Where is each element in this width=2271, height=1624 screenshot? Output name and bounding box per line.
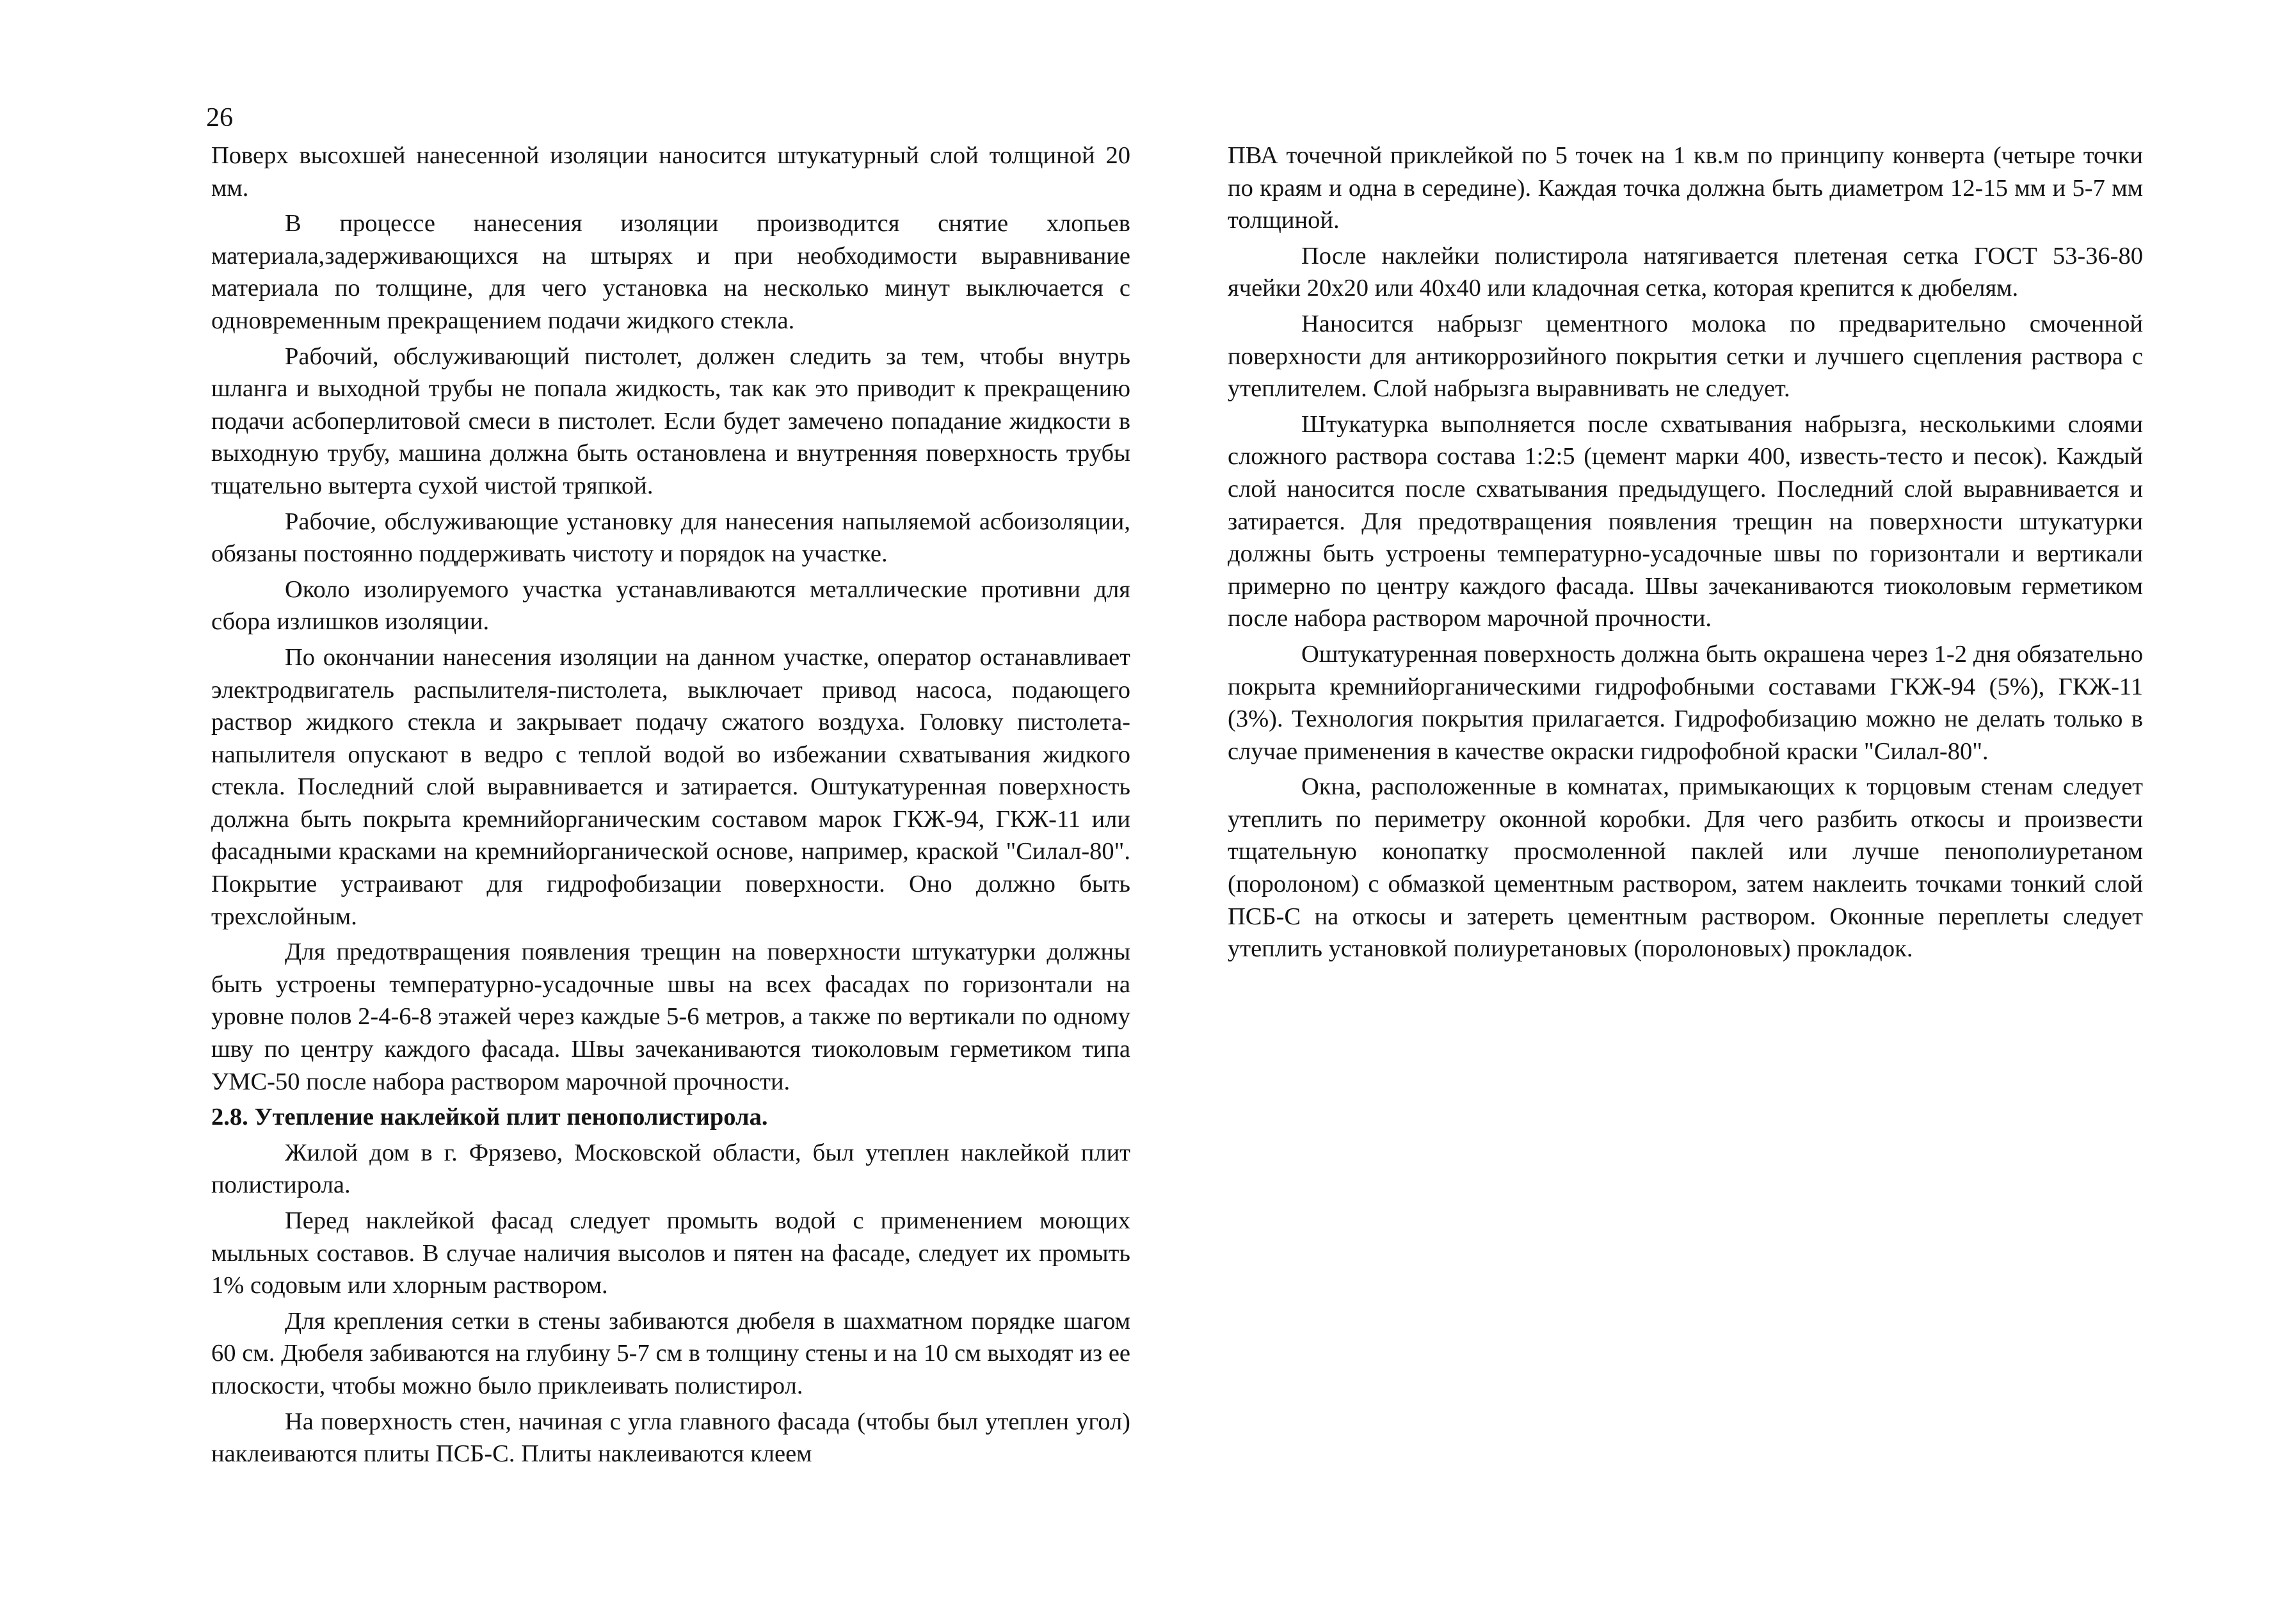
paragraph: ПВА точечной приклейкой по 5 точек на 1 кв.м по принципу конверта (четыре точки по краям и одна в середине). Каждая точка должна быть диаметром 12-15 мм и 5-7 мм толщиной. [1228, 142, 2143, 234]
paragraph: Окна, расположенные в комнатах, примыкающих к торцовым стенам следует утеплить по периметру оконной коробки. Для чего разбить откосы и произвести тщательную конопатку просмоленной паклей или лучше пенополиуретаном (поролоном) с обмазкой цементным раствором, затем наклеить точками тонкий слой ПСБ-С на откосы и затереть цементным раствором. Оконные переплеты следует утеплить установкой полиуретановых (поролоновых) прокладок. [1228, 773, 2143, 963]
paragraph: Штукатурка выполняется после схватывания набрызга, несколькими слоями сложного раствора состава 1:2:5 (цемент марки 400, известь-тесто и песок). Каждый слой наносится после схватывания предыдущего. Последний слой выравнивается и затирается. Для предотвращения появления трещин на поверхности штукатурки должны быть устроены температурно-усадочные швы по горизонтали и вертикали примерно по центру каждого фасада. Швы зачеканиваются тиоколовым герметиком после набора раствором марочной прочности. [1228, 410, 2143, 632]
paragraph: Поверх высохшей нанесенной изоляции наносится штукатурный слой толщиной 20 мм. [211, 142, 1130, 202]
paragraph: На поверхность стен, начиная с угла главного фасада (чтобы был утеплен угол) наклеиваются плиты ПСБ-С. Плиты наклеиваются клеем [211, 1408, 1130, 1468]
paragraph: В процессе нанесения изоляции производится снятие хлопьев материала,задерживающихся на штырях и при необходимости выравнивание материала по толщине, для чего установка на несколько минут выключается с одновременным прекращением подачи жидкого стекла. [211, 210, 1130, 334]
paragraph: Рабочие, обслуживающие установку для нанесения напыляемой асбоизоляции, обязаны постоянно поддерживать чистоту и порядок на участке. [211, 508, 1130, 568]
paragraph: Около изолируемого участка устанавливаются металлические противни для сбора излишков изоляции. [211, 575, 1130, 636]
paragraph: Перед наклейкой фасад следует промыть водой с применением моющих мыльных составов. В случае наличия высолов и пятен на фасаде, следует их промыть 1% содовым или хлорным раствором. [211, 1207, 1130, 1299]
left-text-column [211, 140, 1130, 1474]
paragraph: Для предотвращения появления трещин на поверхности штукатурки должны быть устроены температурно-усадочные швы на всех фасадах по горизонтали на уровне полов 2-4-6-8 этажей через каждые 5-6 метров, а также по вертикали по одному шву по центру каждого фасада. Швы зачеканиваются тиоколовым герметиком типа УМС-50 после набора раствором марочной прочности. [211, 938, 1130, 1095]
paragraph: Для крепления сетки в стены забиваются дюбеля в шахматном порядке шагом 60 см. Дюбеля забиваются на глубину 5-7 см в толщину стены и на 10 см выходят из ее плоскости, чтобы можно было приклеивать полистирол. [211, 1307, 1130, 1399]
paragraph: По окончании нанесения изоляции на данном участке, оператор останавливает электродвигатель распылителя-пистолета, выключает привод насоса, подающего раствор жидкого стекла и закрывает подачу сжатого воздуха. Головку пистолета-напылителя опускают в ведро с теплой водой во избежании схватывания жидкого стекла. Последний слой выравнивается и затирается. Оштукатуренная поверхность должна быть покрыта кремнийорганическим составом марок ГКЖ-94, ГКЖ-11 или фасадными красками на кремнийорганической основе, например, краской "Силал-80". Покрытие устраивают для гидрофобизации поверхности. Оно должно быть трехслойным. [211, 643, 1130, 930]
paragraph: Наносится набрызг цементного молока по предварительно смоченной поверхности для антикоррозийного покрытия сетки и лучшего сцепления раствора с утеплителем. Слой набрызга выравнивать не следует. [1228, 310, 2143, 403]
paragraph: Жилой дом в г. Фрязево, Московской области, был утеплен наклейкой плит полистирола. [211, 1139, 1130, 1199]
section-heading: 2.8. Утепление наклейкой плит пенополистирола. [211, 1104, 768, 1131]
right-text-column [1228, 140, 2143, 969]
paragraph: После наклейки полистирола натягивается плетеная сетка ГОСТ 53-36-80 ячейки 20х20 или 40х40 или кладочная сетка, которая крепится к дюбелям. [1228, 242, 2143, 302]
paragraph: Оштукатуренная поверхность должна быть окрашена через 1-2 дня обязательно покрыта кремнийорганическими гидрофобными составами ГКЖ-94 (5%), ГКЖ-11 (3%). Технология покрытия прилагается. Гидрофобизацию можно не делать только в случае применения в качестве окраски гидрофобной краски "Силал-80". [1228, 640, 2143, 765]
page-number: 26 [206, 103, 233, 133]
paragraph: Рабочий, обслуживающий пистолет, должен следить за тем, чтобы внутрь шланга и выходной трубы не попала жидкость, так как это приводит к прекращению подачи асбоперлитовой смеси в пистолет. Если будет замечено попадание жидкости в выходную трубу, машина должна быть остановлена и внутренняя поверхность трубы тщательно вытерта сухой чистой тряпкой. [211, 342, 1130, 499]
